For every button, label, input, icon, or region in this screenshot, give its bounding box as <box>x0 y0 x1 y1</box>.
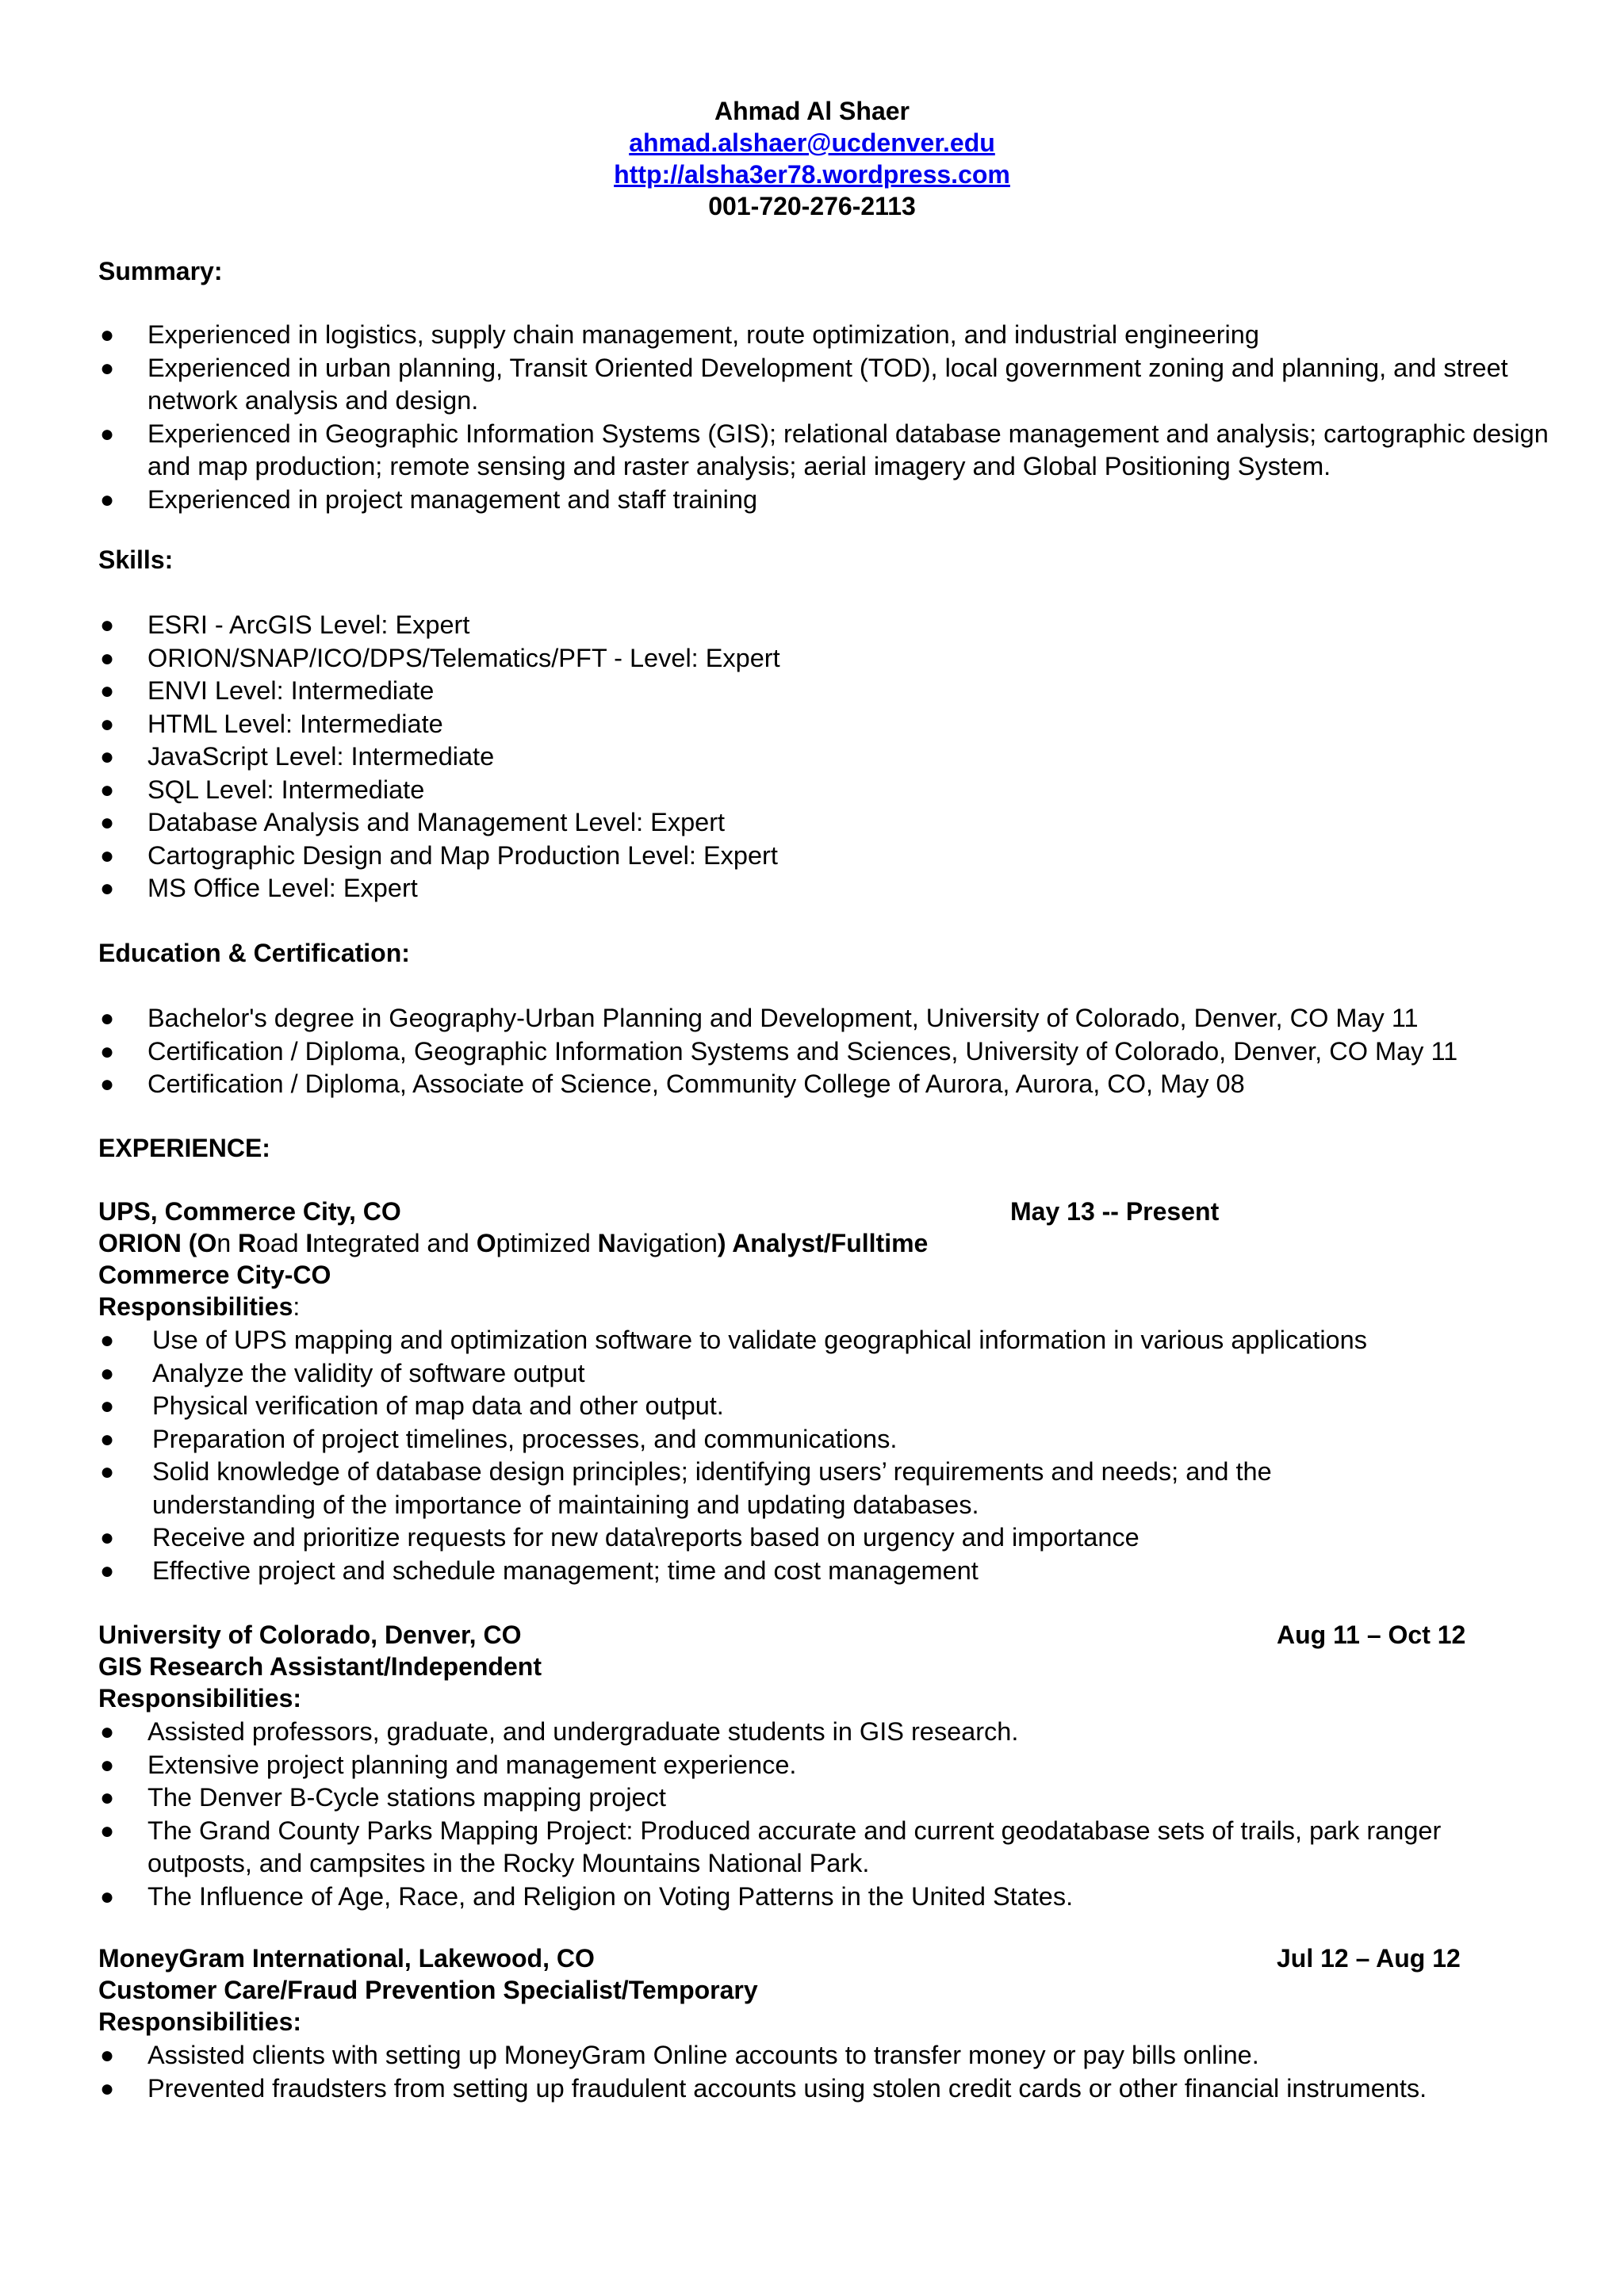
list-item: ● HTML Level: Intermediate <box>98 708 1549 741</box>
bullet-icon: ● <box>100 354 115 381</box>
bullet-icon: ● <box>100 875 115 901</box>
list-item: ● Experienced in logistics, supply chain management, route optimization, and industrial engineering <box>98 319 1549 352</box>
list-item: ● Physical verification of map data and other output. <box>98 1390 1549 1423</box>
bullet-icon: ● <box>100 486 115 513</box>
bullet-icon: ● <box>100 776 115 803</box>
email-link[interactable]: ahmad.alshaer@ucdenver.edu <box>629 128 995 157</box>
responsibilities-label: Responsibilities: <box>98 1684 302 1712</box>
bullet-icon: ● <box>100 1785 115 1811</box>
bullet-icon: ● <box>100 1038 115 1065</box>
list-item: ● The Denver B-Cycle stations mapping project <box>98 1781 1549 1815</box>
bullet-icon: ● <box>100 1817 115 1844</box>
website-link[interactable]: http://alsha3er78.wordpress.com <box>614 160 1010 189</box>
bullet-icon: ● <box>100 1425 115 1452</box>
list-item: ● Certification / Diploma, Associate of Science, Community College of Aurora, Aurora, CO, May 08 <box>98 1068 1549 1101</box>
skills-list <box>98 609 1549 905</box>
list-item: ● Experienced in project management and staff training <box>98 484 1549 517</box>
list-item: ● Prevented fraudsters from setting up fraudulent accounts using stolen credit cards or other financial instruments. <box>98 2072 1549 2106</box>
list-item: ● ENVI Level: Intermediate <box>98 675 1549 708</box>
job-employer: UPS, Commerce City, CO <box>98 1197 401 1226</box>
list-item: ● Effective project and schedule management; time and cost management <box>98 1555 1549 1588</box>
list-item: ● Use of UPS mapping and optimization software to validate geographical information in various applications <box>98 1324 1549 1357</box>
bullet-icon: ● <box>100 420 115 447</box>
job-responsibilities <box>98 2039 1549 2105</box>
job-employer: MoneyGram International, Lakewood, CO <box>98 1944 595 1973</box>
list-item: ● Analyze the validity of software output <box>98 1357 1549 1391</box>
responsibilities-label: Responsibilities: <box>98 2007 302 2036</box>
responsibilities-label: Responsibilities: <box>98 1292 301 1321</box>
job-dates: May 13 -- Present <box>1010 1197 1220 1226</box>
list-item: ● Assisted professors, graduate, and undergraduate students in GIS research. <box>98 1716 1549 1749</box>
list-item: ● The Influence of Age, Race, and Religion on Voting Patterns in the United States. <box>98 1881 1549 1914</box>
job-responsibilities <box>98 1324 1549 1587</box>
list-item: ● Preparation of project timelines, processes, and communications. <box>98 1423 1549 1456</box>
list-item: ● Certification / Diploma, Geographic Information Systems and Sciences, University of Colorado, Denver, CO May 11 <box>98 1035 1549 1069</box>
bullet-icon: ● <box>100 744 115 770</box>
list-item: ● SQL Level: Intermediate <box>98 774 1549 807</box>
list-item: ● JavaScript Level: Intermediate <box>98 740 1549 774</box>
list-item: ● Bachelor's degree in Geography-Urban Planning and Development, University of Colorado, Denver, CO May 11 <box>98 1002 1549 1035</box>
bullet-icon: ● <box>100 710 115 737</box>
resume-header <box>0 95 1624 222</box>
list-item: ● Receive and prioritize requests for new data\reports based on urgency and importance <box>98 1521 1549 1555</box>
list-item: ● Assisted clients with setting up MoneyGram Online accounts to transfer money or pay bills online. <box>98 2039 1549 2072</box>
job-title: ORION (On Road Integrated and Optimized Navigation) Analyst/Fulltime <box>98 1229 929 1257</box>
job-title: Customer Care/Fraud Prevention Specialist/Temporary <box>98 1976 758 2004</box>
bullet-icon: ● <box>100 645 115 672</box>
bullet-icon: ● <box>100 1459 115 1485</box>
job-title: GIS Research Assistant/Independent <box>98 1652 542 1681</box>
bullet-icon: ● <box>100 678 115 704</box>
bullet-icon: ● <box>100 322 115 348</box>
bullet-icon: ● <box>100 1719 115 1745</box>
list-item: ● Experienced in Geographic Information Systems (GIS); relational database management and analysis; cartographic design and map production; remote sensing and raster analysis; aerial imagery and Global Positioning System. <box>100 419 1549 480</box>
bullet-icon: ● <box>100 1071 115 1097</box>
bullet-icon: ● <box>100 809 115 836</box>
summary-heading: Summary: <box>98 257 223 285</box>
job-dates: Jul 12 – Aug 12 <box>1277 1944 1461 1973</box>
candidate-name: Ahmad Al Shaer <box>714 97 910 125</box>
list-item: ● Experienced in urban planning, Transit Oriented Development (TOD), local government zoning and planning, and street network analysis and design. <box>100 353 1508 415</box>
list-item: ● MS Office Level: Expert <box>98 872 1549 905</box>
list-item: ● Database Analysis and Management Level: Expert <box>98 806 1549 840</box>
bullet-icon: ● <box>100 1327 115 1353</box>
skills-heading: Skills: <box>98 545 174 574</box>
list-item: ● Extensive project planning and management experience. <box>98 1749 1549 1782</box>
bullet-icon: ● <box>100 1393 115 1419</box>
education-heading: Education & Certification: <box>98 939 410 967</box>
bullet-icon: ● <box>100 1883 115 1910</box>
list-item: ● Solid knowledge of database design principles; identifying users’ requirements and needs; and the understanding of the importance of maintaining and updating databases. <box>100 1457 1272 1519</box>
bullet-icon: ● <box>100 2042 115 2068</box>
summary-list <box>98 319 1549 516</box>
list-item: ● The Grand County Parks Mapping Project: Produced accurate and current geodatabase sets of trails, park ranger outposts, and campsites in the Rocky Mountains National Park. <box>100 1816 1442 1877</box>
bullet-icon: ● <box>100 612 115 638</box>
list-item: ● ORION/SNAP/ICO/DPS/Telematics/PFT - Level: Expert <box>98 642 1549 675</box>
bullet-icon: ● <box>100 1557 115 1584</box>
job-employer: University of Colorado, Denver, CO <box>98 1621 522 1649</box>
list-item: ● ESRI - ArcGIS Level: Expert <box>98 609 1549 642</box>
list-item: ● Cartographic Design and Map Production Level: Expert <box>98 840 1549 873</box>
job-responsibilities <box>98 1716 1549 1913</box>
job-location: Commerce City-CO <box>98 1261 331 1289</box>
bullet-icon: ● <box>100 1751 115 1778</box>
bullet-icon: ● <box>100 842 115 869</box>
bullet-icon: ● <box>100 1525 115 1551</box>
bullet-icon: ● <box>100 2075 115 2102</box>
phone-number: 001-720-276-2113 <box>708 192 916 220</box>
education-list <box>98 1002 1549 1101</box>
bullet-icon: ● <box>100 1005 115 1031</box>
experience-heading: EXPERIENCE: <box>98 1134 270 1162</box>
job-dates: Aug 11 – Oct 12 <box>1277 1621 1466 1649</box>
bullet-icon: ● <box>100 1360 115 1387</box>
